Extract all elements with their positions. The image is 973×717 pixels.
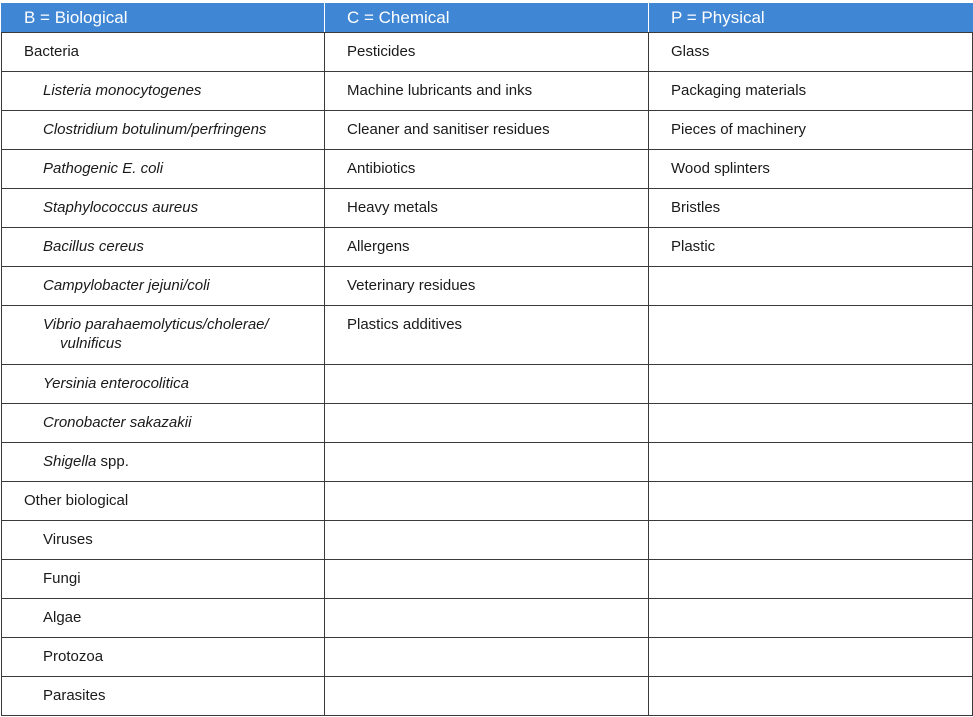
physical-cell (649, 677, 973, 716)
biological-cell (2, 267, 325, 306)
biological-cell (2, 404, 325, 443)
organism-name: Yersinia enterocolitica (43, 375, 189, 392)
header-chemical: C = Chemical (325, 4, 649, 33)
physical-cell (649, 599, 973, 638)
table-row (2, 521, 973, 560)
table-row (2, 228, 973, 267)
biological-cell (2, 111, 325, 150)
organism-name: Staphylococcus aureus (43, 199, 199, 216)
chemical-cell: Antibiotics (325, 150, 649, 189)
biological-cell (2, 365, 325, 404)
chemical-cell (325, 404, 649, 443)
biological-cell (2, 150, 325, 189)
chemical-cell: Cleaner and sanitiser residues (325, 111, 649, 150)
table-row (2, 72, 973, 111)
biological-cell (2, 72, 325, 111)
table-row (2, 677, 973, 716)
header-row (2, 4, 973, 33)
header-biological: B = Biological (2, 4, 325, 33)
biological-cell: Viruses (2, 521, 325, 560)
table-row (2, 599, 973, 638)
chemical-cell: Heavy metals (325, 189, 649, 228)
chemical-cell: Veterinary residues (325, 267, 649, 306)
physical-cell (649, 521, 973, 560)
physical-cell: Bristles (649, 189, 973, 228)
physical-cell: Wood splinters (649, 150, 973, 189)
table-body (2, 33, 973, 716)
chemical-cell (325, 365, 649, 404)
biological-cell: Bacteria (2, 33, 325, 72)
table-row (2, 404, 973, 443)
biological-cell (2, 228, 325, 267)
chemical-cell: Pesticides (325, 33, 649, 72)
table-row (2, 638, 973, 677)
chemical-cell: Plastics additives (325, 306, 649, 365)
biological-cell: Other biological (2, 482, 325, 521)
table-row (2, 150, 973, 189)
chemical-cell (325, 482, 649, 521)
organism-name: Shigella (43, 453, 97, 470)
organism-name: Pathogenic E. coli (43, 160, 164, 177)
organism-name: Campylobacter jejuni/coli (43, 277, 210, 294)
physical-cell: Pieces of machinery (649, 111, 973, 150)
chemical-cell (325, 521, 649, 560)
table-row (2, 189, 973, 228)
header-physical: P = Physical (649, 4, 973, 33)
biological-cell (2, 443, 325, 482)
biological-cell: Fungi (2, 560, 325, 599)
physical-cell (649, 404, 973, 443)
chemical-cell: Machine lubricants and inks (325, 72, 649, 111)
chemical-cell (325, 638, 649, 677)
physical-cell (649, 482, 973, 521)
biological-cell: Parasites (2, 677, 325, 716)
table-row (2, 111, 973, 150)
table-row (2, 267, 973, 306)
table-row (2, 365, 973, 404)
organism-name: Listeria monocytogenes (43, 82, 202, 99)
physical-cell (649, 638, 973, 677)
chemical-cell (325, 599, 649, 638)
table-header (2, 4, 973, 33)
physical-cell (649, 560, 973, 599)
physical-cell: Plastic (649, 228, 973, 267)
organism-name-continued: vulnificus (60, 335, 122, 352)
biological-cell: Protozoa (2, 638, 325, 677)
physical-cell: Glass (649, 33, 973, 72)
biological-cell: Algae (2, 599, 325, 638)
chemical-cell (325, 677, 649, 716)
biological-cell (2, 306, 325, 365)
physical-cell (649, 267, 973, 306)
organism-name: Bacillus cereus (43, 238, 144, 255)
biological-cell (2, 189, 325, 228)
organism-name: Vibrio parahaemolyticus/cholerae/ (43, 316, 269, 333)
table-row (2, 482, 973, 521)
table-row (2, 33, 973, 72)
organism-name: Cronobacter sakazakii (43, 414, 192, 431)
organism-suffix: spp. (96, 453, 129, 470)
table-row (2, 443, 973, 482)
physical-cell (649, 365, 973, 404)
hazard-table (1, 3, 973, 716)
organism-name: Clostridium botulinum/perfringens (43, 121, 267, 138)
physical-cell (649, 443, 973, 482)
chemical-cell: Allergens (325, 228, 649, 267)
chemical-cell (325, 443, 649, 482)
physical-cell: Packaging materials (649, 72, 973, 111)
table-row (2, 306, 973, 365)
table-row (2, 560, 973, 599)
physical-cell (649, 306, 973, 365)
chemical-cell (325, 560, 649, 599)
